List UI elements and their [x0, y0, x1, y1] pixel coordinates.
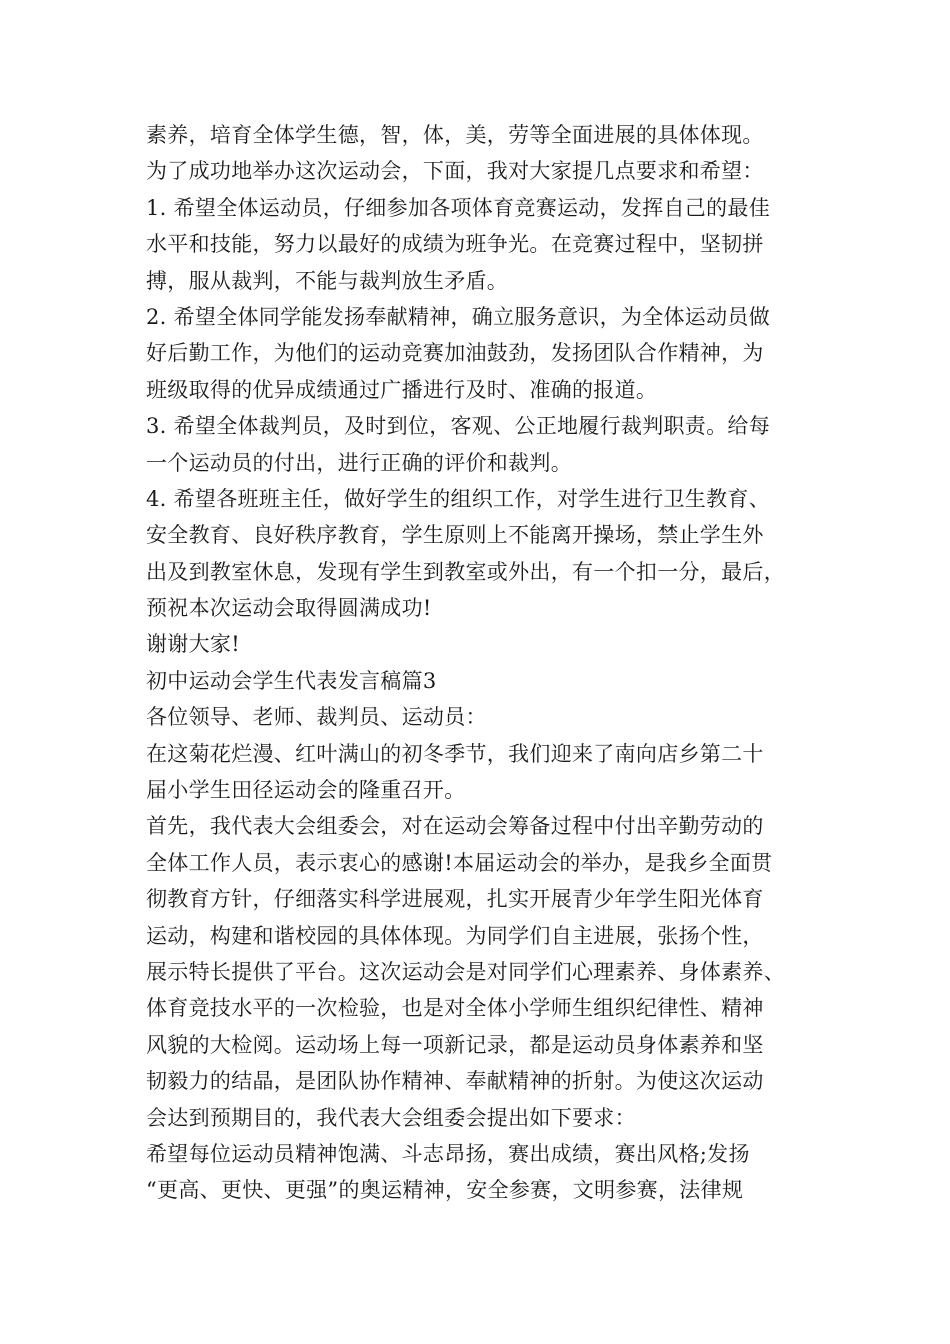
text-line: 安全教育、良好秩序教育，学生原则上不能离开操场，禁止学生外 [146, 523, 764, 548]
text-line: 会达到预期目的，我代表大会组委会提出如下要求： [146, 1105, 636, 1130]
text-line: 2. 希望全体同学能发扬奉献精神，确立服务意识，为全体运动员做 [146, 304, 771, 329]
text-line: 出及到教室休息，发现有学生到教室或外出，有一个扣一分，最后， [146, 559, 785, 584]
text-line: 全体工作人员，表示衷心的感谢!本届运动会的举办，是我乡全面贯 [146, 850, 773, 875]
text-line: 首先，我代表大会组委会，对在运动会筹备过程中付出辛勤劳动的 [146, 814, 764, 839]
text-line: 1. 希望全体运动员，仔细参加各项体育竞赛运动，发挥自己的最佳 [146, 195, 771, 220]
text-line: 3. 希望全体裁判员，及时到位，客观、公正地履行裁判职责。给每 [146, 414, 771, 439]
text-line: 体育竞技水平的一次检验，也是对全体小学师生组织纪律性、精神 [146, 996, 764, 1021]
text-line: 为了成功地举办这次运动会，下面，我对大家提几点要求和希望： [146, 159, 764, 184]
text-line: “更高、更快、更强”的奥运精神，安全参赛，文明参赛，法律规 [146, 1178, 744, 1203]
document-body [146, 117, 836, 1209]
section-heading: 初中运动会学生代表发言稿篇3 [146, 668, 437, 693]
text-line: 运动，构建和谐校园的具体体现。为同学们自主进展，张扬个性， [146, 923, 764, 948]
text-line: 希望每位运动员精神饱满、斗志昂扬，赛出成绩，赛出风格;发扬 [146, 1141, 750, 1166]
text-line: 搏，服从裁判，不能与裁判放生矛盾。 [146, 268, 509, 293]
text-line: 韧毅力的结晶，是团队协作精神、奉献精神的折射。为使这次运动 [146, 1069, 764, 1094]
text-line: 风貌的大检阅。运动场上每一项新记录，都是运动员身体素养和坚 [146, 1032, 764, 1057]
text-line: 好后勤工作，为他们的运动竞赛加油鼓劲，发扬团队合作精神，为 [146, 341, 764, 366]
text-line: 届小学生田径运动会的隆重召开。 [146, 778, 466, 803]
text-line: 彻教育方针，仔细落实科学进展观，扎实开展青少年学生阳光体育 [146, 887, 764, 912]
text-line: 预祝本次运动会取得圆满成功! [146, 596, 432, 621]
text-line: 谢谢大家! [146, 632, 240, 657]
text-line: 在这菊花烂漫、红叶满山的初冬季节，我们迎来了南向店乡第二十 [146, 741, 764, 766]
text-line: 4. 希望各班班主任，做好学生的组织工作，对学生进行卫生教育、 [146, 486, 771, 511]
text-line: 班级取得的优异成绩通过广播进行及时、准确的报道。 [146, 377, 658, 402]
salutation: 各位领导、老师、裁判员、运动员： [146, 705, 487, 730]
text-line: 展示特长提供了平台。这次运动会是对同学们心理素养、身体素养、 [146, 959, 785, 984]
text-line: 水平和技能，努力以最好的成绩为班争光。在竞赛过程中，坚韧拼 [146, 232, 764, 257]
text-line: 一个运动员的付出，进行正确的评价和裁判。 [146, 450, 572, 475]
text-line: 素养，培育全体学生德，智，体，美，劳等全面进展的具体体现。 [146, 123, 764, 147]
